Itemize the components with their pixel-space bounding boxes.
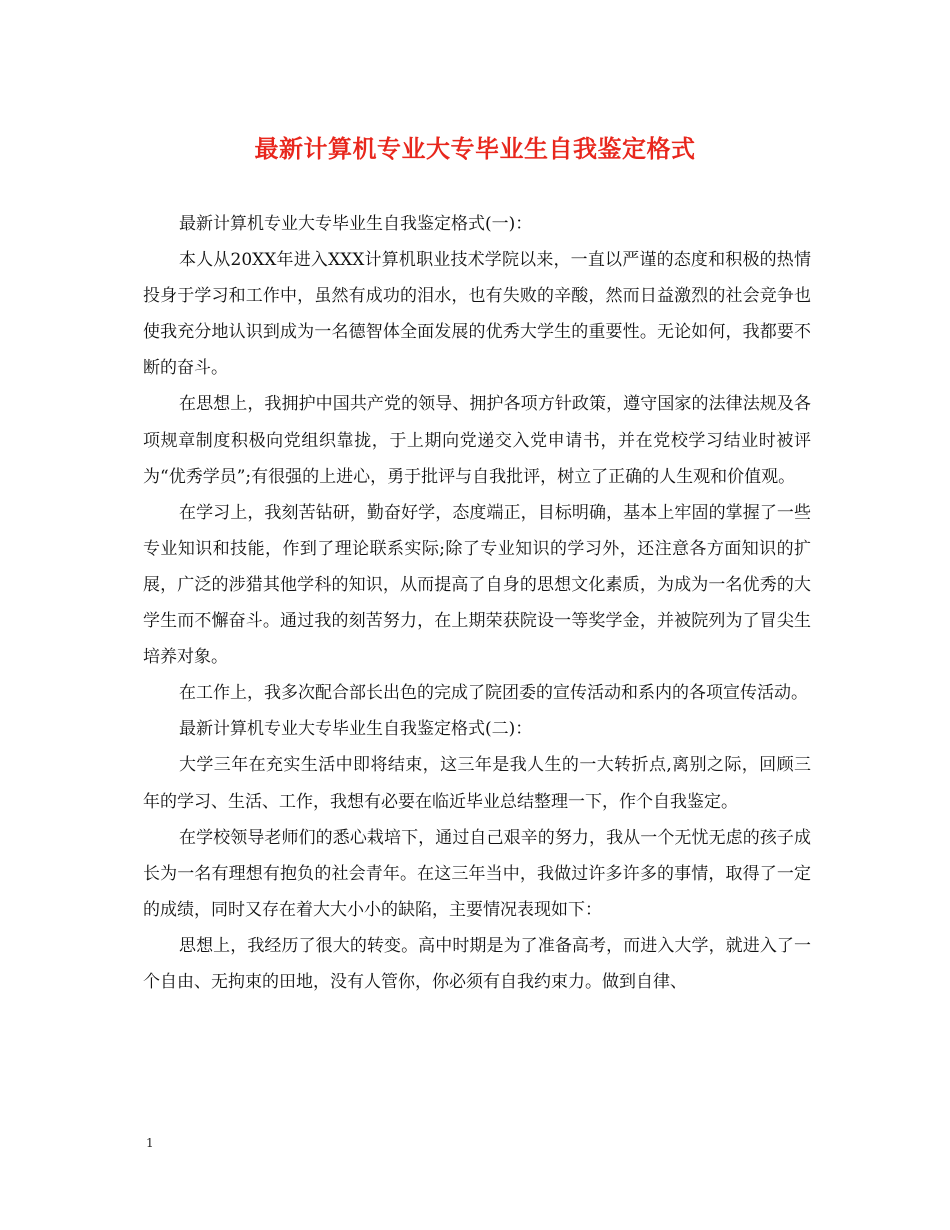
paragraph: 大学三年在充实生活中即将结束，这三年是我人生的一大转折点,离别之际，回顾三年的学习、生活、工作，我想有必要在临近毕业总结整理一下，作个自我鉴定。 <box>143 755 811 812</box>
section-heading-2: 最新计算机专业大专毕业生自我鉴定格式(二)： <box>179 719 533 740</box>
document-body <box>143 206 811 1000</box>
document-title: 最新计算机专业大专毕业生自我鉴定格式 <box>254 134 696 163</box>
paragraph: 思想上，我经历了很大的转变。高中时期是为了准备高考，而进入大学，就进入了一个自由、无拘束的田地，没有人管你，你必须有自我约束力。做到自律、 <box>143 935 811 992</box>
page-number: 1 <box>146 1136 154 1150</box>
paragraph: 在学校领导老师们的悉心栽培下，通过自己艰辛的努力，我从一个无忧无虑的孩子成长为一名有理想有抱负的社会青年。在这三年当中，我做过许多许多的事情，取得了一定的成绩，同时又存在着大大小小的缺陷，主要情况表现如下： <box>143 827 811 920</box>
paragraph: 本人从20XX年进入XXX计算机职业技术学院以来，一直以严谨的态度和积极的热情投身于学习和工作中，虽然有成功的泪水，也有失败的辛酸，然而日益激烈的社会竞争也使我充分地认识到成为一名德智体全面发展的优秀大学生的重要性。无论如何，我都要不断的奋斗。 <box>143 250 811 379</box>
paragraph: 在思想上，我拥护中国共产党的领导、拥护各项方针政策，遵守国家的法律法规及各项规章制度积极向党组织靠拢，于上期向党递交入党申请书，并在党校学习结业时被评为“优秀学员”;有很强的上进心，勇于批评与自我批评，树立了正确的人生观和价值观。 <box>143 394 811 487</box>
paragraph: 在学习上，我刻苦钻研，勤奋好学，态度端正，目标明确，基本上牢固的掌握了一些专业知识和技能，作到了理论联系实际;除了专业知识的学习外，还注意各方面知识的扩展，广泛的涉猎其他学科的知识，从而提高了自身的思想文化素质，为成为一名优秀的大学生而不懈奋斗。通过我的刻苦努力，在上期荣获院设一等奖学金，并被院列为了冒尖生培养对象。 <box>143 502 811 668</box>
section-heading-1: 最新计算机专业大专毕业生自我鉴定格式(一)： <box>179 214 533 234</box>
paragraph: 在工作上，我多次配合部长出色的完成了院团委的宣传活动和系内的各项宣传活动。 <box>179 683 808 704</box>
